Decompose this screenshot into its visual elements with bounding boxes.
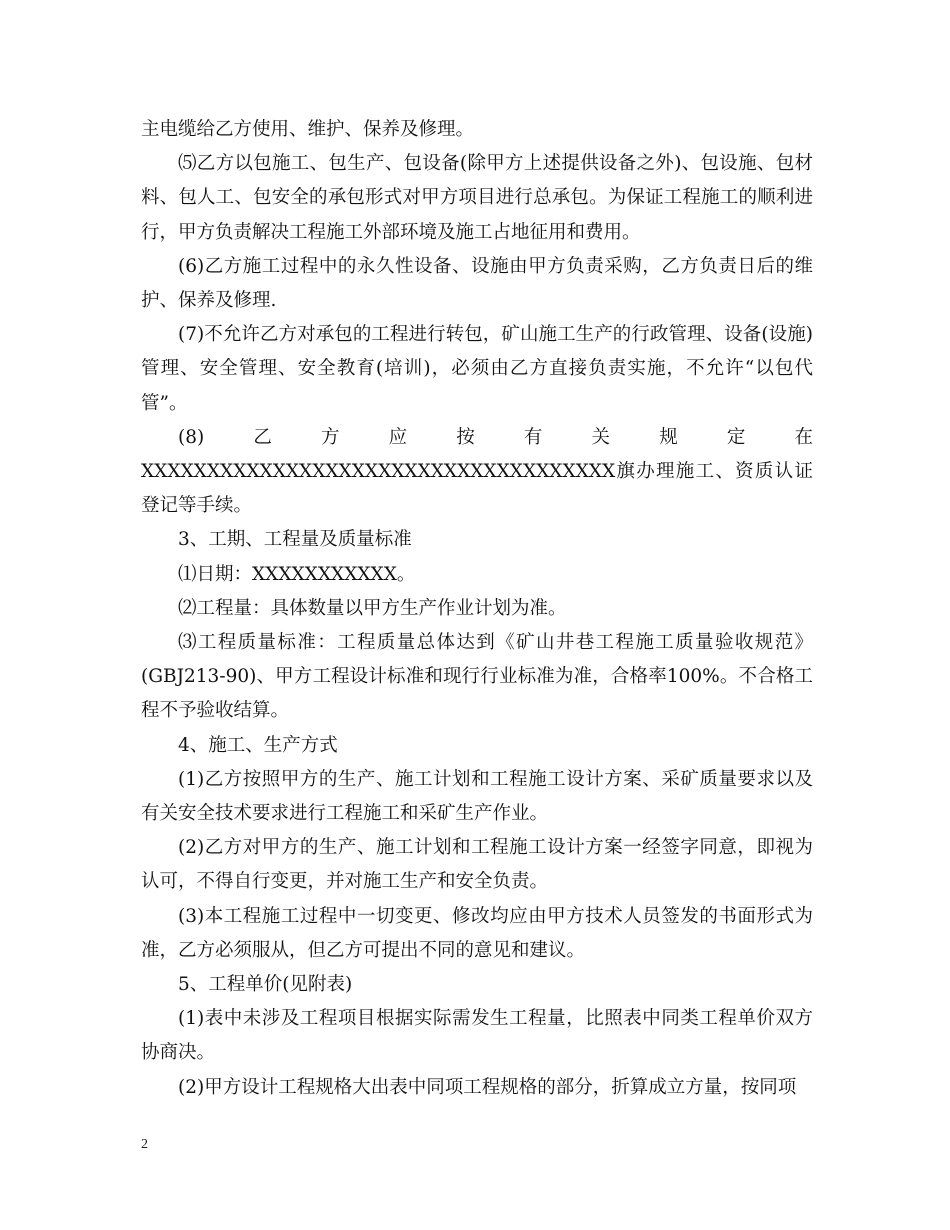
paragraph: ⑶工程质量标准：工程质量总体达到《矿山井巷工程施工质量验收规范》(GBJ213-90)、甲方工程设计标准和现行行业标准为准，合格率100%。不合格工程不予验收结算。: [141, 632, 813, 722]
paragraph: (3)本工程施工过程中一切变更、修改均应由甲方技术人员签发的书面形式为准，乙方必须服从，但乙方可提出不同的意见和建议。: [141, 905, 813, 961]
paragraph: (8)乙方应按有关规定在XXXXXXXXXXXXXXXXXXXXXXXXXXXXXXXXXXXX旗办理施工、资质认证登记等手续。: [141, 426, 813, 517]
paragraph: 主电缆给乙方使用、维护、保养及修理。: [141, 119, 475, 140]
paragraph: 5、工程单价(见附表): [178, 974, 353, 996]
paragraph: ⑴日期：XXXXXXXXXXX。: [178, 563, 416, 585]
paragraph: (1)乙方按照甲方的生产、施工计划和工程施工设计方案、采矿质量要求以及有关安全技术要求进行工程施工和采矿生产作业。: [141, 768, 813, 825]
paragraph: ⑵工程量：具体数量以甲方生产作业计划为准。: [178, 597, 567, 619]
paragraph: (2)甲方设计工程规格大出表中同项工程规格的部分，折算成立方量，按同项: [178, 1076, 797, 1098]
document-body: [141, 113, 813, 1105]
paragraph: 4、施工、生产方式: [178, 734, 338, 756]
paragraph: 3、工期、工程量及质量标准: [178, 529, 412, 551]
paragraph: (1)表中未涉及工程项目根据实际需发生工程量，比照表中同类工程单价双方协商决。: [141, 1008, 813, 1064]
paragraph: (7)不允许乙方对承包的工程进行转包，矿山施工生产的行政管理、设备(设施)管理、安全管理、安全教育(培训)，必须由乙方直接负责实施，不允许“以包代管”。: [141, 324, 813, 414]
paragraph: ⑸乙方以包施工、包生产、包设备(除甲方上述提供设备之外)、包设施、包材料、包人工、包安全的承包形式对甲方项目进行总承包。为保证工程施工的顺利进行，甲方负责解决工程施工外部环境及施工占地征用和费用。: [141, 153, 813, 243]
paragraph: (2)乙方对甲方的生产、施工计划和工程施工设计方案一经签字同意，即视为认可，不得自行变更，并对施工生产和安全负责。: [141, 837, 813, 893]
page-number: 2: [141, 1137, 148, 1152]
paragraph: (6)乙方施工过程中的永久性设备、设施由甲方负责采购，乙方负责日后的维护、保养及修理.: [141, 255, 813, 312]
